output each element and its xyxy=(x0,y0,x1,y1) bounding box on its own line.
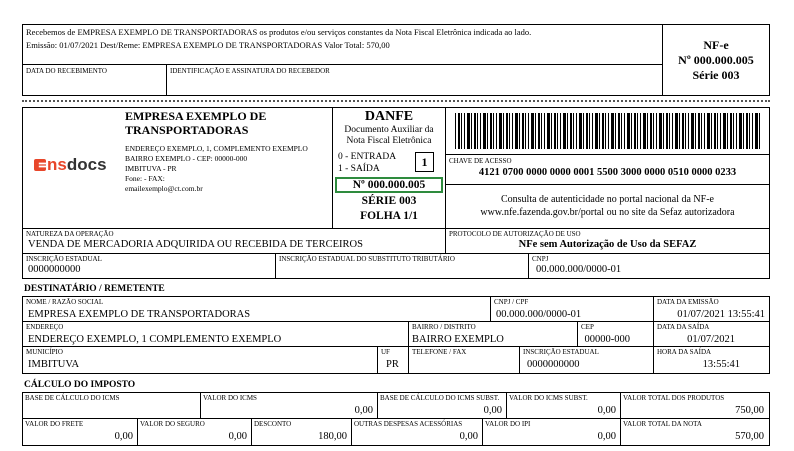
ie-value: 0000000000 xyxy=(28,264,81,275)
imposto-section-title: CÁLCULO DO IMPOSTO xyxy=(24,380,136,390)
dest-ie-label: INSCRIÇÃO ESTADUAL xyxy=(523,348,599,356)
frete-value: 0,00 xyxy=(114,431,133,442)
dest-uf-label: UF xyxy=(381,348,390,356)
outras-value: 0,00 xyxy=(459,431,478,442)
dest-municipio-value: IMBITUVA xyxy=(28,359,80,370)
nota-value: 570,00 xyxy=(735,431,764,442)
cnpj-label: CNPJ xyxy=(532,255,549,263)
chave-label: CHAVE DE ACESSO xyxy=(449,157,512,165)
icms-st-value: 0,00 xyxy=(597,405,616,416)
iest-label: INSCRIÇÃO ESTADUAL DO SUBSTITUTO TRIBUTÁRIO xyxy=(279,255,455,263)
barcode-image xyxy=(455,113,760,149)
emitente-name-line1: EMPRESA EXEMPLO DE xyxy=(125,109,267,123)
canhoto-nfe-label: NF-e xyxy=(703,38,729,52)
dest-ie-value: 0000000000 xyxy=(527,359,580,370)
canhoto-text-line2: Emissão: 01/07/2021 Dest/Reme: EMPRESA EXEMPLO DE TRANSPORTADORAS Valor Total: 570,00 xyxy=(26,40,390,50)
icms-st-label: VALOR DO ICMS SUBST. xyxy=(509,394,588,402)
dest-nome-label: NOME / RAZÃO SOCIAL xyxy=(26,298,104,306)
dest-bairro-label: BAIRRO / DISTRITO xyxy=(412,323,476,331)
logo-mark-icon xyxy=(34,159,46,171)
danfe-subtitle1: Documento Auxiliar da xyxy=(344,125,434,135)
consulta-line2: www.nfe.fazenda.gov.br/portal ou no site da Sefaz autorizadora xyxy=(480,207,735,218)
emitente-name-line2: TRANSPORTADORAS xyxy=(125,123,249,137)
natureza-label: NATUREZA DA OPERAÇÃO xyxy=(26,230,114,238)
dest-cnpj-label: CNPJ / CPF xyxy=(494,298,529,306)
frete-label: VALOR DO FRETE xyxy=(25,420,84,428)
produtos-label: VALOR TOTAL DOS PRODUTOS xyxy=(623,394,725,402)
dest-cnpj-value: 00.000.000/0000-01 xyxy=(496,309,582,320)
danfe-folha: FOLHA 1/1 xyxy=(360,210,418,222)
bc-icms-label: BASE DE CÁLCULO DO ICMS xyxy=(25,394,120,402)
dest-fone-label: TELEFONE / FAX xyxy=(412,348,467,356)
emitente-address-line2: BAIRRO EXEMPLO - CEP: 00000-000 xyxy=(125,154,248,163)
seguro-value: 0,00 xyxy=(228,431,247,442)
danfe-numero: Nº 000.000.005 xyxy=(352,179,426,191)
dest-bairro-value: BAIRRO EXEMPLO xyxy=(412,334,504,345)
protocolo-value: NFe sem Autorização de Uso da SEFAZ xyxy=(518,239,697,250)
icms-value: 0,00 xyxy=(354,405,373,416)
danfe-entrada: 0 - ENTRADA xyxy=(338,152,397,162)
emitente-address-line1: ENDEREÇO EXEMPLO, 1, COMPLEMENTO EXEMPLO xyxy=(125,144,308,153)
canhoto-nfe-number: Nº 000.000.005 xyxy=(678,53,754,67)
dest-nome-value: EMPRESA EXEMPLO DE TRANSPORTADORAS xyxy=(28,309,251,320)
icms-label: VALOR DO ICMS xyxy=(203,394,257,402)
dest-cep-value: 00000-000 xyxy=(584,334,630,345)
emitente-address-line5: emailexemplo@ct.com.br xyxy=(125,184,203,193)
ipi-label: VALOR DO IPI xyxy=(485,420,531,428)
cnpj-value: 00.000.000/0000-01 xyxy=(536,264,622,275)
dest-saida-value: 01/07/2021 xyxy=(687,334,735,345)
dest-endereco-value: ENDEREÇO EXEMPLO, 1 COMPLEMENTO EXEMPLO xyxy=(28,334,282,345)
nota-label: VALOR TOTAL DA NOTA xyxy=(623,420,702,428)
logo-text-docs: docs xyxy=(66,155,107,174)
nsdocs-logo xyxy=(34,155,107,175)
seguro-label: VALOR DO SEGURO xyxy=(140,420,205,428)
dest-uf-value: PR xyxy=(386,359,399,370)
chave-value[interactable]: 4121 0700 0000 0000 0001 5500 3000 0000 0510 0000 0233 xyxy=(478,167,737,178)
dest-saida-label: DATA DA SAÍDA xyxy=(657,323,710,331)
identificacao-label: IDENTIFICAÇÃO E ASSINATURA DO RECEBEDOR xyxy=(170,67,330,75)
dest-endereco-label: ENDEREÇO xyxy=(26,323,64,331)
dest-hora-value: 13:55:41 xyxy=(702,359,740,370)
natureza-value: VENDA DE MERCADORIA ADQUIRIDA OU RECEBIDA DE TERCEIROS xyxy=(28,239,363,250)
desconto-value: 180,00 xyxy=(318,431,347,442)
logo-text-ns: ns xyxy=(47,155,67,174)
danfe-saida: 1 - SAÍDA xyxy=(338,164,380,174)
canhoto-text-line1: Recebemos de EMPRESA EXEMPLO DE TRANSPORTADORAS os produtos e/ou serviços constantes da Nota Fiscal Eletrônica indicada ao lado. xyxy=(26,27,532,37)
dest-hora-label: HORA DA SAÍDA xyxy=(657,348,712,356)
danfe-serie: SÉRIE 003 xyxy=(361,195,417,207)
bc-st-value: 0,00 xyxy=(483,405,502,416)
emitente-address-line3: IMBITUVA - PR xyxy=(125,164,177,173)
desconto-label: DESCONTO xyxy=(254,420,292,428)
danfe-subtitle2: Nota Fiscal Eletrônica xyxy=(346,136,432,146)
dest-municipio-label: MUNICÍPIO xyxy=(26,348,63,356)
canhoto-nfe-serie: Série 003 xyxy=(692,68,740,82)
danfe-tipo-box: 1 xyxy=(415,152,434,172)
danfe-title: DANFE xyxy=(364,109,414,124)
emitente-address-line4: Fone: - FAX: xyxy=(125,174,165,183)
dest-cep-label: CEP xyxy=(581,323,594,331)
protocolo-label: PROTOCOLO DE AUTORIZAÇÃO DE USO xyxy=(449,230,581,238)
data-recebimento-label: DATA DO RECEBIMENTO xyxy=(26,67,107,75)
tear-line xyxy=(22,100,770,102)
outras-label: OUTRAS DESPESAS ACESSÓRIAS xyxy=(354,420,463,428)
dest-emissao-value: 01/07/2021 13:55:41 xyxy=(677,309,765,320)
ie-label: INSCRIÇÃO ESTADUAL xyxy=(26,255,102,263)
destinatario-section-title: DESTINATÁRIO / REMETENTE xyxy=(24,284,165,294)
ipi-value: 0,00 xyxy=(597,431,616,442)
bc-st-label: BASE DE CÁLCULO DO ICMS SUBST. xyxy=(380,394,500,402)
produtos-value: 750,00 xyxy=(735,405,764,416)
dest-emissao-label: DATA DA EMISSÃO xyxy=(657,298,719,306)
consulta-line1: Consulta de autenticidade no portal nacional da NF-e xyxy=(501,194,714,205)
